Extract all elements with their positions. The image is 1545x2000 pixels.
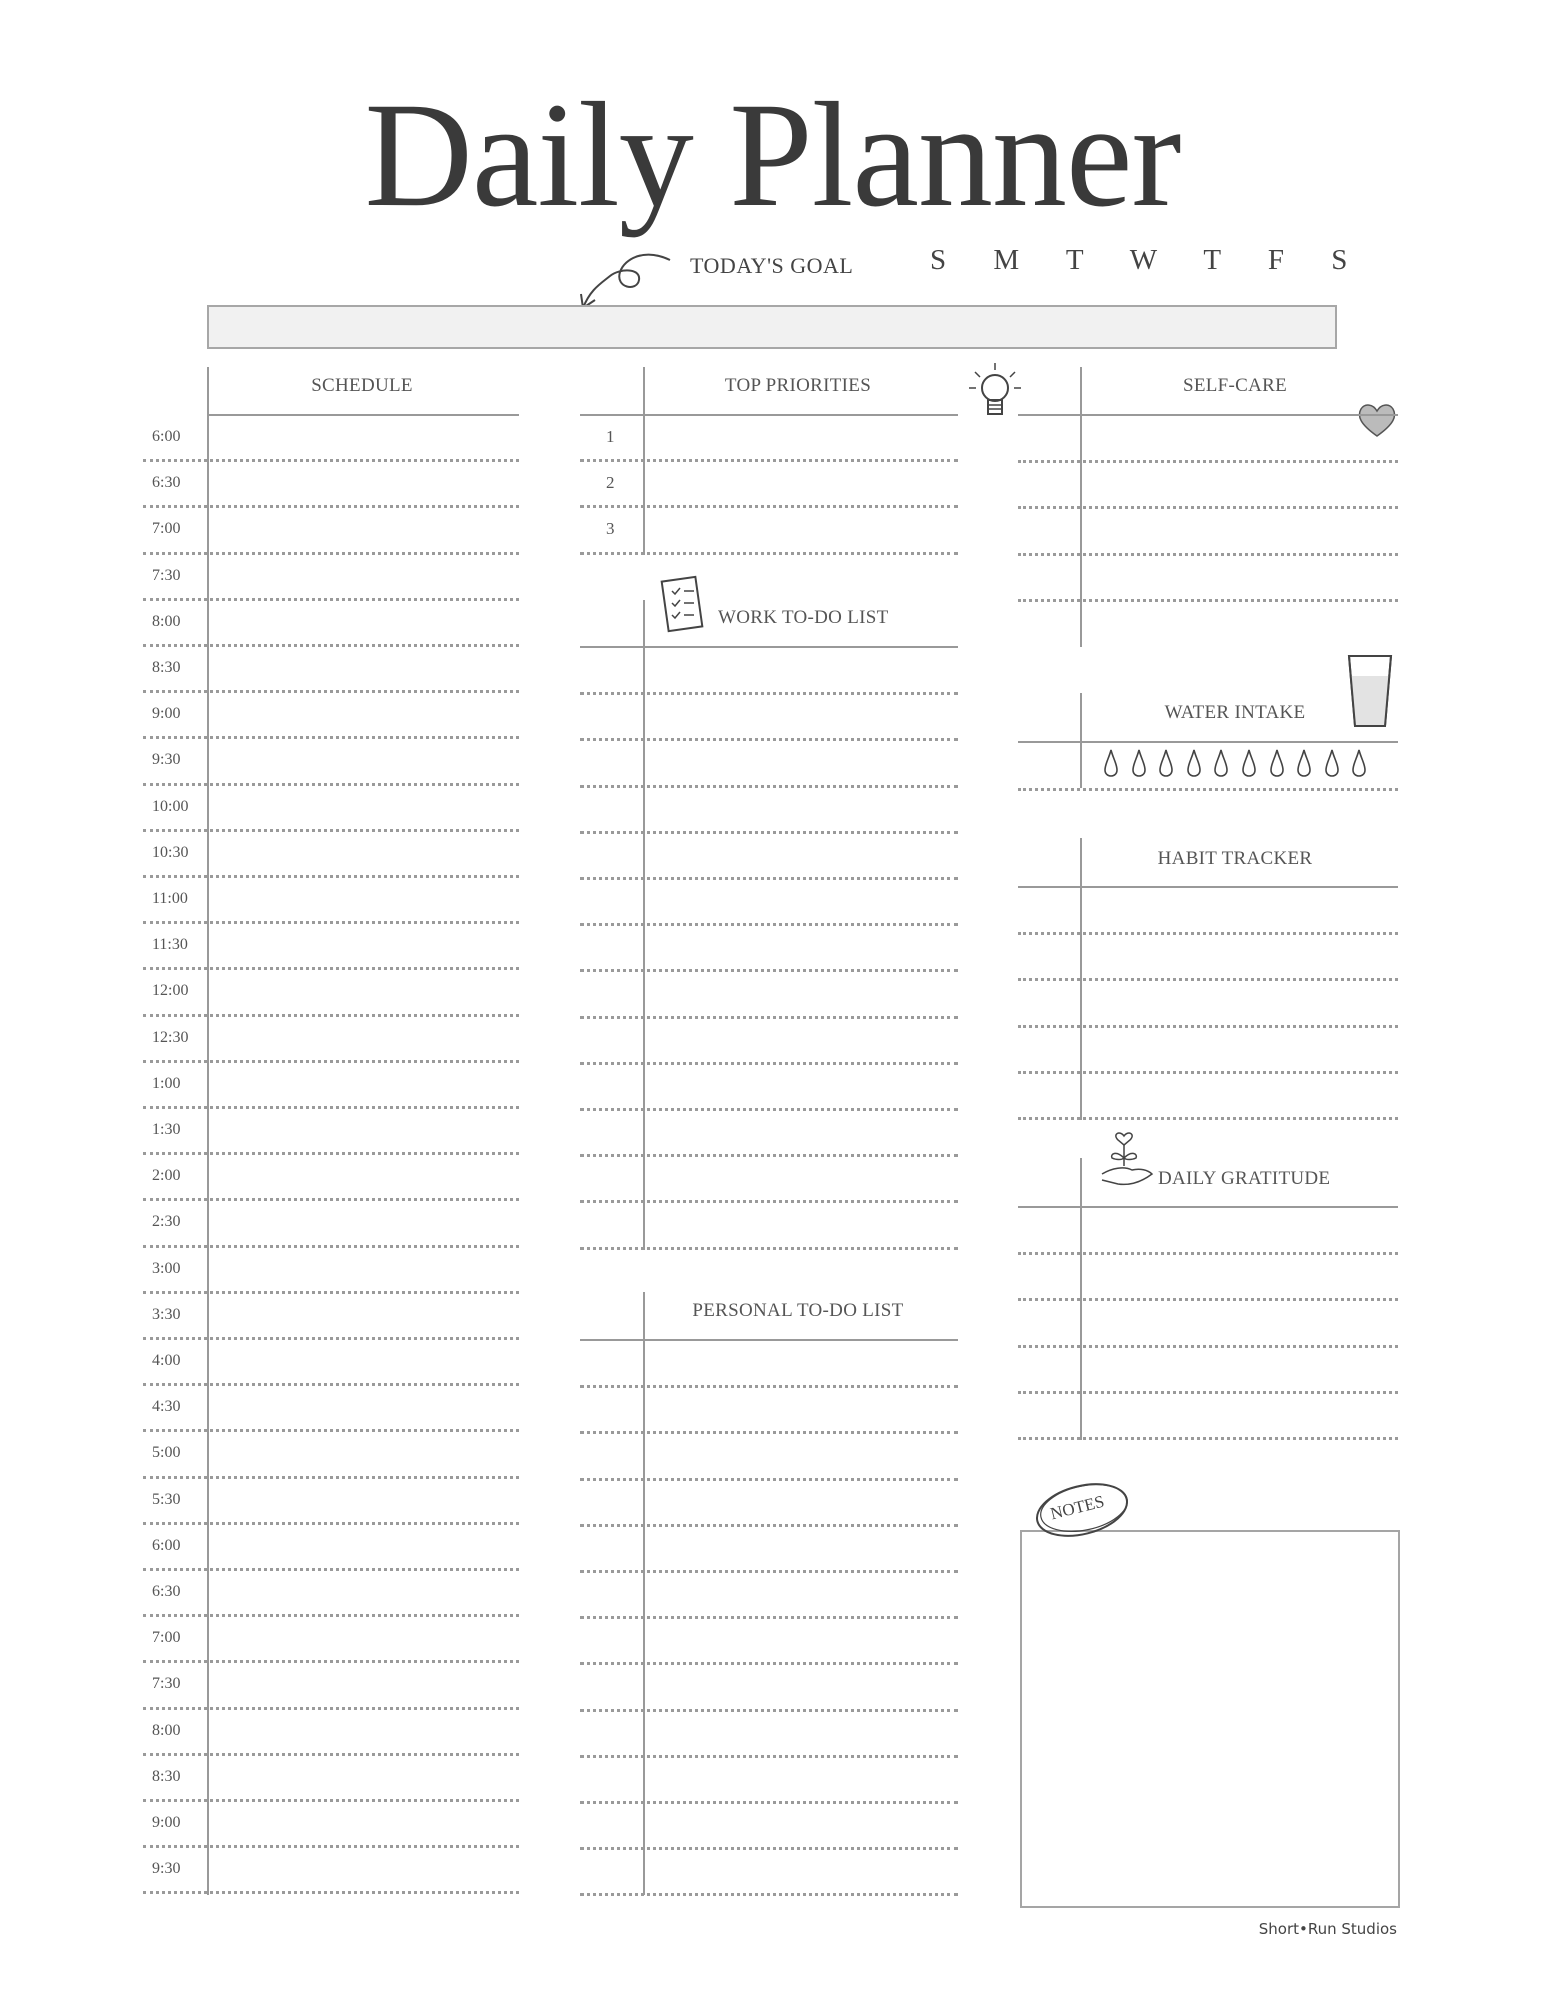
work-todo-row-line[interactable] [580, 785, 958, 788]
water-drop-icon[interactable] [1131, 748, 1147, 778]
habit-row-line[interactable] [1018, 1117, 1398, 1120]
checklist-icon [660, 573, 710, 638]
gratitude-row-line[interactable] [1018, 1252, 1398, 1255]
schedule-time: 10:00 [152, 797, 189, 815]
lightbulb-icon [965, 358, 1025, 433]
water-drop-icon[interactable] [1241, 748, 1257, 778]
water-drop-icon[interactable] [1158, 748, 1174, 778]
priority-number: 3 [606, 519, 615, 539]
gratitude-row-line[interactable] [1018, 1391, 1398, 1394]
personal-todo-row-line[interactable] [580, 1478, 958, 1481]
habit-row-line[interactable] [1018, 1025, 1398, 1028]
schedule-row-line[interactable] [143, 1198, 519, 1201]
schedule-time: 7:00 [152, 1629, 181, 1647]
schedule-row-line[interactable] [143, 1106, 519, 1109]
work-todo-row-line[interactable] [580, 1108, 958, 1111]
schedule-row-line[interactable] [143, 1476, 519, 1479]
top-priorities-title: TOP PRIORITIES [724, 375, 872, 396]
water-intake-title: WATER INTAKE [1164, 702, 1306, 723]
personal-todo-title: PERSONAL TO-DO LIST [692, 1300, 904, 1321]
schedule-time: 3:30 [152, 1305, 181, 1323]
schedule-time: 9:00 [152, 1814, 181, 1831]
water-row-line [1018, 788, 1398, 791]
schedule-row-line[interactable] [143, 1845, 519, 1848]
water-drop-icon[interactable] [1296, 748, 1312, 778]
personal-todo-row-line[interactable] [580, 1570, 958, 1573]
self-care-row-line[interactable] [1018, 599, 1398, 602]
notes-box[interactable] [1020, 1530, 1400, 1908]
schedule-row-line[interactable] [143, 921, 519, 924]
gratitude-row-line[interactable] [1018, 1345, 1398, 1348]
schedule-time: 8:30 [152, 1767, 181, 1785]
priorities-header-rule [580, 414, 958, 416]
work-todo-row-line[interactable] [580, 877, 958, 880]
work-todo-row-line[interactable] [580, 738, 958, 741]
schedule-row-line[interactable] [143, 690, 519, 693]
schedule-row-line[interactable] [143, 552, 519, 555]
schedule-row-line[interactable] [143, 1245, 519, 1248]
heart-icon [1355, 400, 1400, 440]
schedule-row-line[interactable] [143, 1891, 519, 1894]
schedule-time: 8:00 [152, 612, 181, 630]
todays-goal-field[interactable] [207, 305, 1337, 349]
priority-row-line[interactable] [580, 459, 958, 462]
daily-gratitude-title: DAILY GRATITUDE [1158, 1168, 1331, 1189]
schedule-row-line[interactable] [143, 1660, 519, 1663]
schedule-time: 12:30 [152, 1028, 189, 1046]
schedule-time: 1:00 [152, 1074, 181, 1092]
schedule-time: 2:00 [152, 1167, 181, 1185]
personal-todo-header-rule [580, 1339, 958, 1341]
habit-header-rule [1018, 886, 1398, 888]
self-care-header-rule [1018, 414, 1398, 416]
personal-todo-row-line[interactable] [580, 1616, 958, 1619]
water-drop-icon[interactable] [1213, 748, 1229, 778]
schedule-row-line[interactable] [143, 1337, 519, 1340]
schedule-time: 1:30 [152, 1121, 181, 1138]
schedule-time: 3:00 [152, 1259, 181, 1277]
schedule-row-line[interactable] [143, 875, 519, 878]
priority-number: 1 [606, 427, 615, 446]
gratitude-row-line[interactable] [1018, 1298, 1398, 1301]
work-todo-row-line[interactable] [580, 692, 958, 695]
glass-icon [1345, 652, 1395, 730]
schedule-row-line[interactable] [143, 1522, 519, 1525]
work-todo-row-line[interactable] [580, 1247, 958, 1250]
schedule-row-line[interactable] [143, 1014, 519, 1017]
schedule-time: 7:30 [152, 566, 181, 584]
schedule-row-line[interactable] [143, 1707, 519, 1710]
personal-todo-row-line[interactable] [580, 1801, 958, 1804]
personal-todo-row-line[interactable] [580, 1385, 958, 1388]
work-todo-row-line[interactable] [580, 923, 958, 926]
water-drop-icon[interactable] [1269, 748, 1285, 778]
self-care-row-line[interactable] [1018, 460, 1398, 463]
schedule-time: 2:30 [152, 1213, 181, 1231]
schedule-row-line[interactable] [143, 783, 519, 786]
schedule-time: 6:00 [152, 1536, 181, 1554]
personal-todo-row-line[interactable] [580, 1662, 958, 1665]
schedule-time: 9:30 [152, 1860, 181, 1878]
schedule-time: 8:00 [152, 1721, 181, 1739]
credit-text: Short•Run Studios [1258, 1920, 1397, 1938]
water-header-rule [1018, 741, 1398, 743]
schedule-row-line[interactable] [143, 829, 519, 832]
schedule-header-rule [207, 414, 519, 416]
priority-number: 2 [606, 473, 615, 493]
schedule-time: 8:30 [152, 659, 181, 676]
schedule-row-line[interactable] [143, 1799, 519, 1802]
water-drop-icon[interactable] [1186, 748, 1202, 778]
schedule-time: 7:00 [152, 520, 181, 538]
schedule-row-line[interactable] [143, 644, 519, 647]
schedule-time: 5:30 [152, 1490, 181, 1508]
schedule-row-line[interactable] [143, 598, 519, 601]
schedule-time: 4:00 [152, 1352, 181, 1369]
schedule-title: SCHEDULE [311, 375, 413, 396]
priority-row-line[interactable] [580, 552, 958, 555]
work-todo-row-line[interactable] [580, 969, 958, 972]
habit-row-line[interactable] [1018, 932, 1398, 935]
schedule-time: 9:30 [152, 751, 181, 769]
todays-goal-label: TODAY'S GOAL [690, 253, 854, 278]
work-todo-title: WORK TO-DO LIST [718, 607, 889, 628]
schedule-time: 5:00 [152, 1444, 181, 1462]
habit-tracker-title: HABIT TRACKER [1157, 848, 1313, 869]
work-todo-row-line[interactable] [580, 831, 958, 834]
schedule-time: 11:00 [152, 890, 188, 907]
work-todo-header-rule [580, 646, 958, 648]
priority-row-line[interactable] [580, 505, 958, 508]
work-todo-row-line[interactable] [580, 1062, 958, 1065]
personal-todo-row-line[interactable] [580, 1431, 958, 1434]
work-todo-row-line[interactable] [580, 1016, 958, 1019]
personal-todo-row-line[interactable] [580, 1893, 958, 1896]
schedule-time: 11:30 [152, 936, 188, 954]
schedule-time: 6:30 [152, 1583, 181, 1600]
schedule-row-line[interactable] [143, 1152, 519, 1155]
schedule-time: 7:30 [152, 1675, 181, 1693]
page-title: Daily Planner [364, 72, 1181, 238]
water-drop-icon[interactable] [1324, 748, 1340, 778]
schedule-row-line[interactable] [143, 1753, 519, 1756]
self-care-row-line[interactable] [1018, 506, 1398, 509]
work-todo-row-line[interactable] [580, 1200, 958, 1203]
schedule-row-line[interactable] [143, 505, 519, 508]
self-care-title: SELF-CARE [1182, 375, 1288, 396]
schedule-time: 9:00 [152, 705, 181, 723]
schedule-time: 6:30 [152, 474, 181, 492]
habit-row-line[interactable] [1018, 1071, 1398, 1074]
personal-todo-row-line[interactable] [580, 1709, 958, 1712]
schedule-row-line[interactable] [143, 459, 519, 462]
personal-todo-row-line[interactable] [580, 1755, 958, 1758]
schedule-time: 4:30 [152, 1398, 181, 1416]
personal-todo-row-line[interactable] [580, 1524, 958, 1527]
schedule-divider [207, 367, 209, 1895]
schedule-row-line[interactable] [143, 1568, 519, 1571]
personal-todo-divider [643, 1292, 645, 1895]
hand-plant-icon [1098, 1128, 1156, 1190]
gratitude-row-line[interactable] [1018, 1437, 1398, 1440]
self-care-row-line[interactable] [1018, 553, 1398, 556]
schedule-time: 10:30 [152, 843, 189, 861]
schedule-row-line[interactable] [143, 1614, 519, 1617]
personal-todo-row-line[interactable] [580, 1847, 958, 1850]
schedule-row-line[interactable] [143, 736, 519, 739]
habit-row-line[interactable] [1018, 978, 1398, 981]
schedule-row-line[interactable] [143, 1060, 519, 1063]
water-drop-icon[interactable] [1103, 748, 1119, 778]
schedule-row-line[interactable] [143, 1291, 519, 1294]
weekday-selector[interactable]: S M T W T F S [930, 244, 1368, 276]
work-todo-row-line[interactable] [580, 1154, 958, 1157]
schedule-time: 6:00 [152, 428, 181, 445]
schedule-row-line[interactable] [143, 1383, 519, 1386]
schedule-time: 12:00 [152, 982, 189, 1000]
gratitude-header-rule [1018, 1206, 1398, 1208]
schedule-row-line[interactable] [143, 1429, 519, 1432]
notes-label: NOTES [1048, 1491, 1107, 1524]
schedule-row-line[interactable] [143, 967, 519, 970]
water-drop-icon[interactable] [1351, 748, 1367, 778]
